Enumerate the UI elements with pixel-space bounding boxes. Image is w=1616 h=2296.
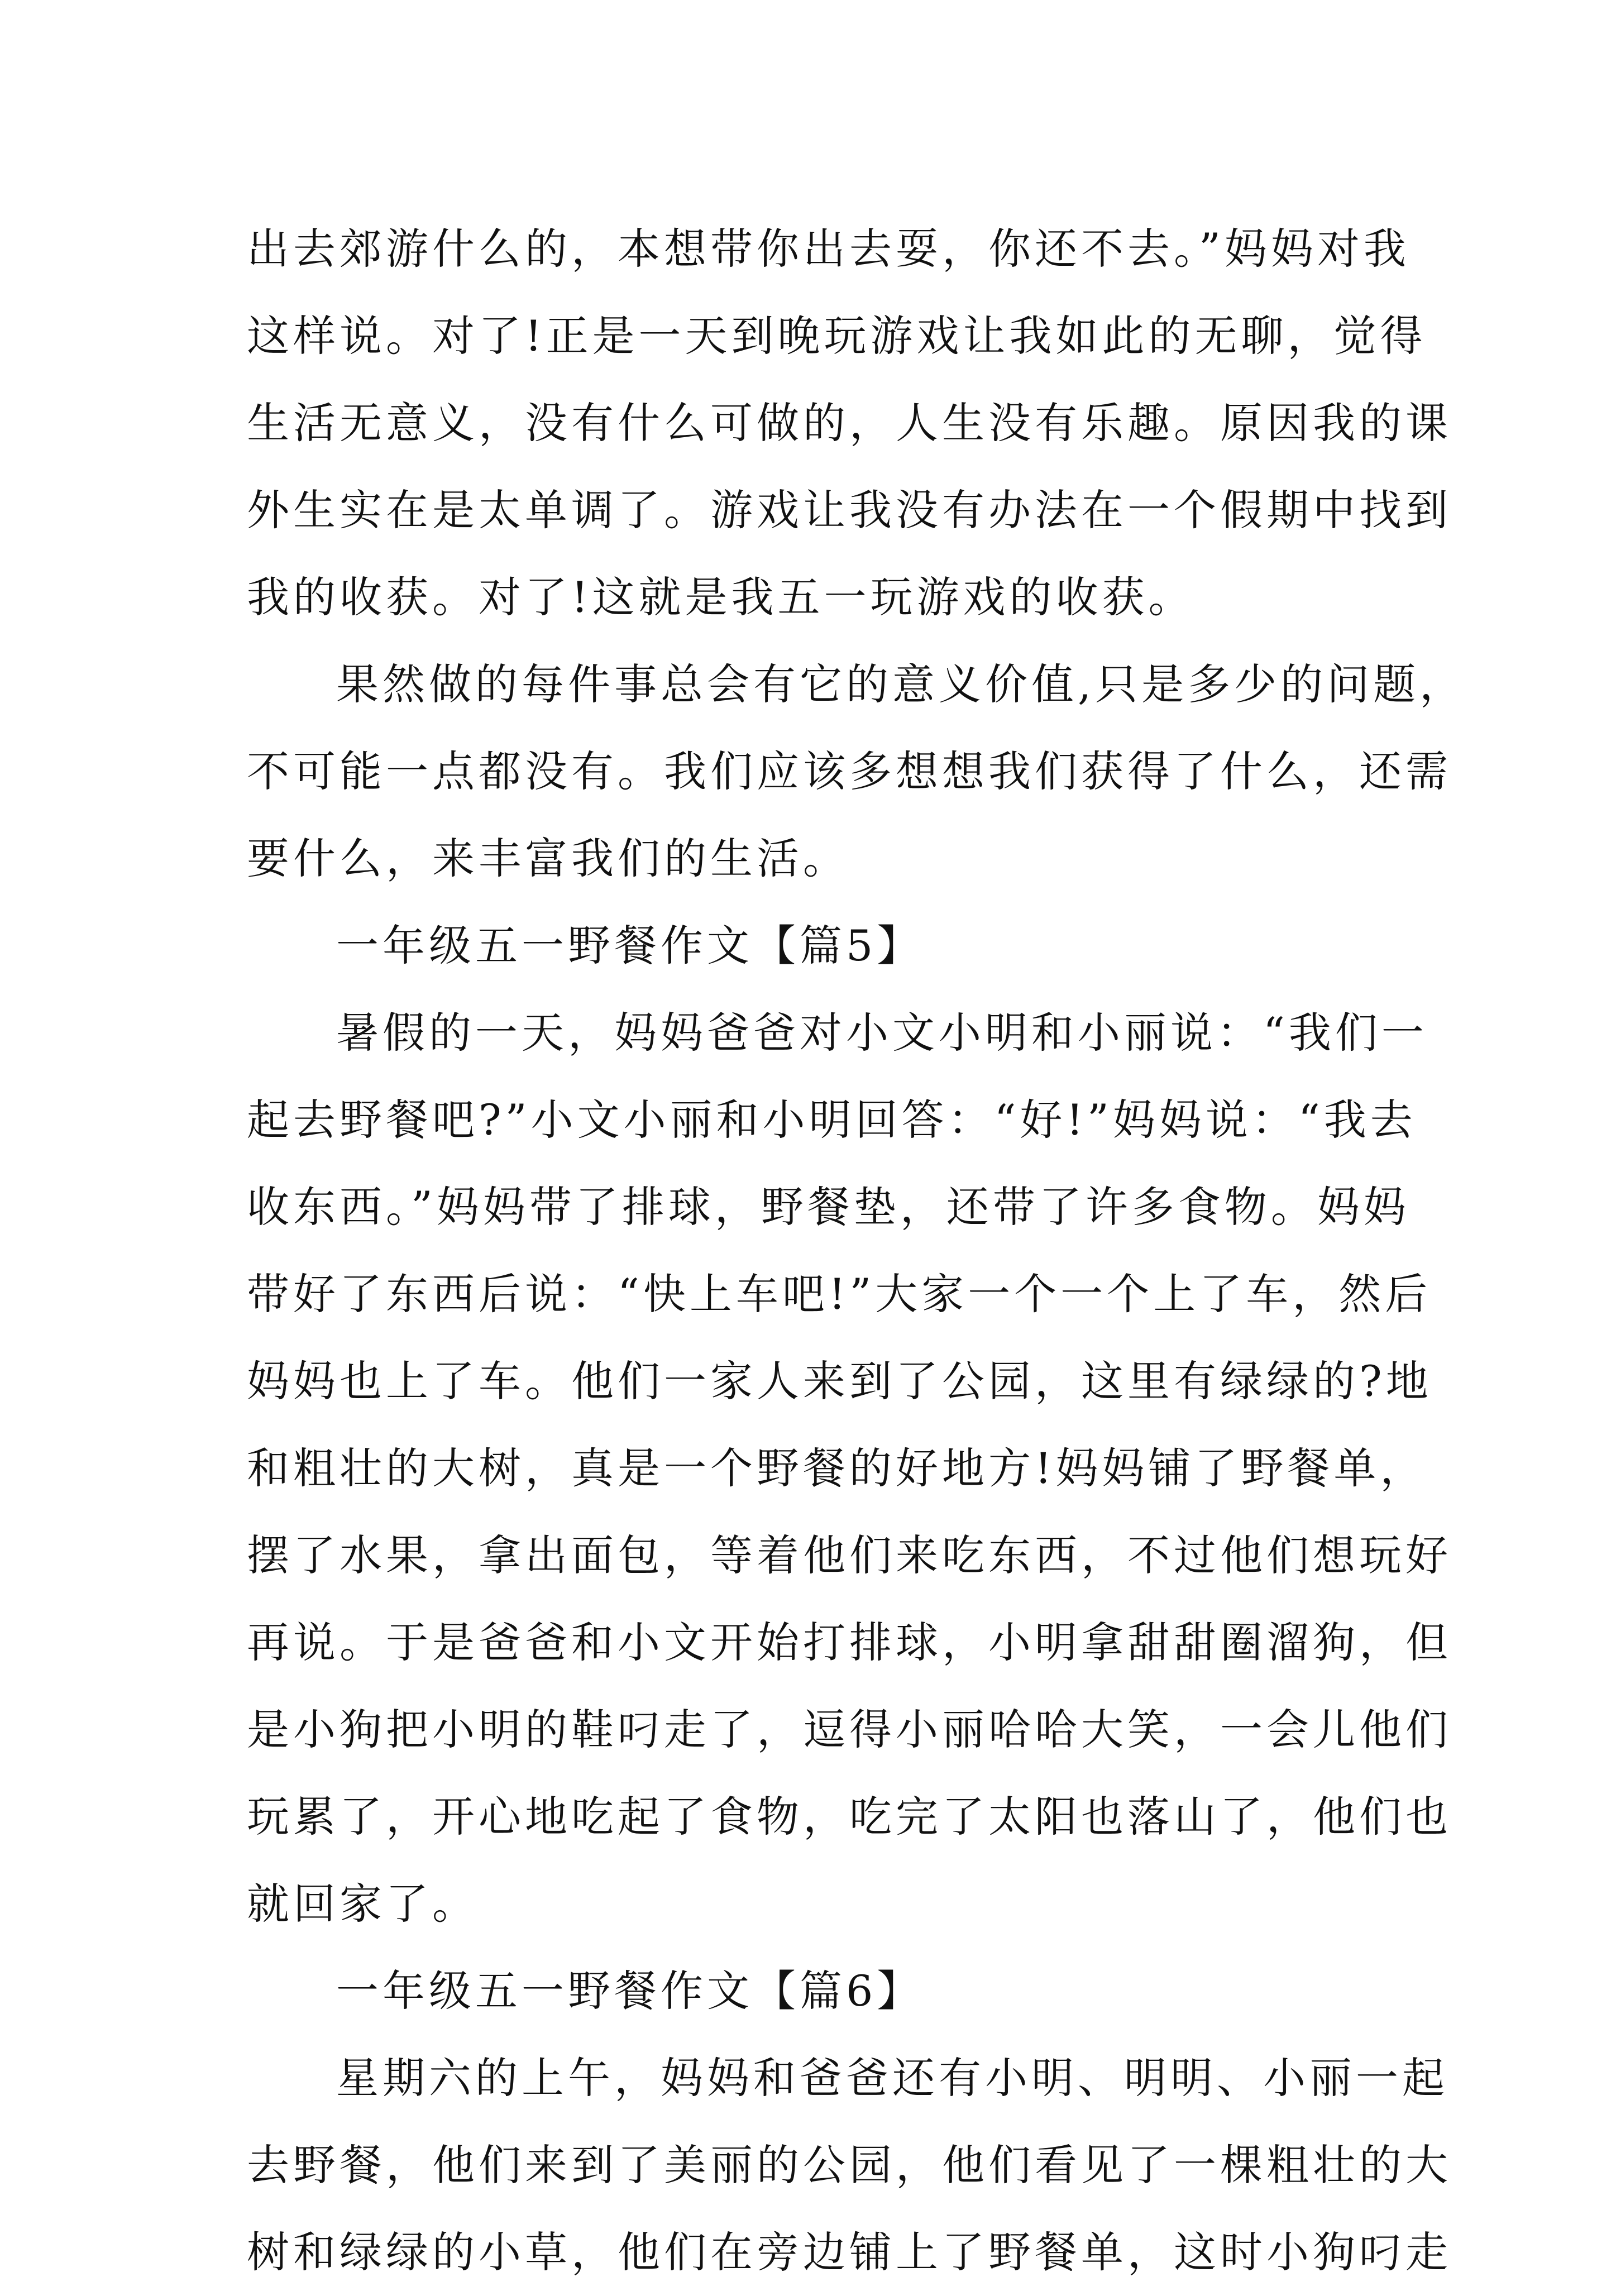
text-line: 再说。于是爸爸和小文开始打排球，小明拿甜甜圈溜狗，但 — [247, 1618, 1452, 1667]
paragraph-first-line: 暑假的一天，妈妈爸爸对小文小明和小丽说：“我们一 — [336, 1008, 1428, 1058]
paragraph-first-line: 果然做的每件事总会有它的意义价值,只是多少的问题， — [336, 659, 1466, 709]
text-line: 不可能一点都没有。我们应该多想想我们获得了什么，还需 — [247, 747, 1452, 796]
text-line: 外生实在是太单调了。游戏让我没有办法在一个假期中找到 — [247, 485, 1452, 535]
text-line: 和粗壮的大树，真是一个野餐的好地方!妈妈铺了野餐单， — [247, 1443, 1427, 1493]
text-line: 是小狗把小明的鞋叼走了，逗得小丽哈哈大笑，一会儿他们 — [247, 1705, 1452, 1754]
text-line: 妈妈也上了车。他们一家人来到了公园，这里有绿绿的?地 — [247, 1356, 1432, 1406]
text-line: 我的收获。对了!这就是我五一玩游戏的收获。 — [247, 572, 1195, 622]
text-line: 出去郊游什么的，本想带你出去耍，你还不去。”妈妈对我 — [247, 224, 1410, 274]
text-line: 摆了水果，拿出面包，等着他们来吃东西，不过他们想玩好 — [247, 1530, 1452, 1580]
paragraph-first-line: 星期六的上午，妈妈和爸爸还有小明、明明、小丽一起 — [336, 2053, 1448, 2103]
text-line: 收东西。”妈妈带了排球，野餐垫，还带了许多食物。妈妈 — [247, 1182, 1410, 1232]
text-line: 带好了东西后说：“快上车吧!”大家一个一个上了车，然后 — [247, 1269, 1432, 1319]
section-heading-6: 一年级五一野餐作文【篇6】 — [336, 1966, 924, 2016]
section-heading-5: 一年级五一野餐作文【篇5】 — [336, 921, 924, 970]
document-body — [247, 205, 1466, 2296]
text-line: 要什么，来丰富我们的生活。 — [247, 834, 849, 883]
text-line: 去野餐，他们来到了美丽的公园，他们看见了一棵粗壮的大 — [247, 2140, 1452, 2190]
text-line: 就回家了。 — [247, 1879, 479, 1929]
text-line: 起去野餐吧?”小文小丽和小明回答：“好!”妈妈说：“我去 — [247, 1095, 1417, 1145]
text-line: 生活无意义，没有什么可做的，人生没有乐趣。原因我的课 — [247, 398, 1452, 448]
text-line: 这样说。对了!正是一天到晚玩游戏让我如此的无聊，觉得 — [247, 311, 1427, 361]
text-line: 玩累了，开心地吃起了食物，吃完了太阳也落山了，他们也 — [247, 1792, 1452, 1841]
text-line: 树和绿绿的小草，他们在旁边铺上了野餐单，这时小狗叼走 — [247, 2227, 1452, 2277]
